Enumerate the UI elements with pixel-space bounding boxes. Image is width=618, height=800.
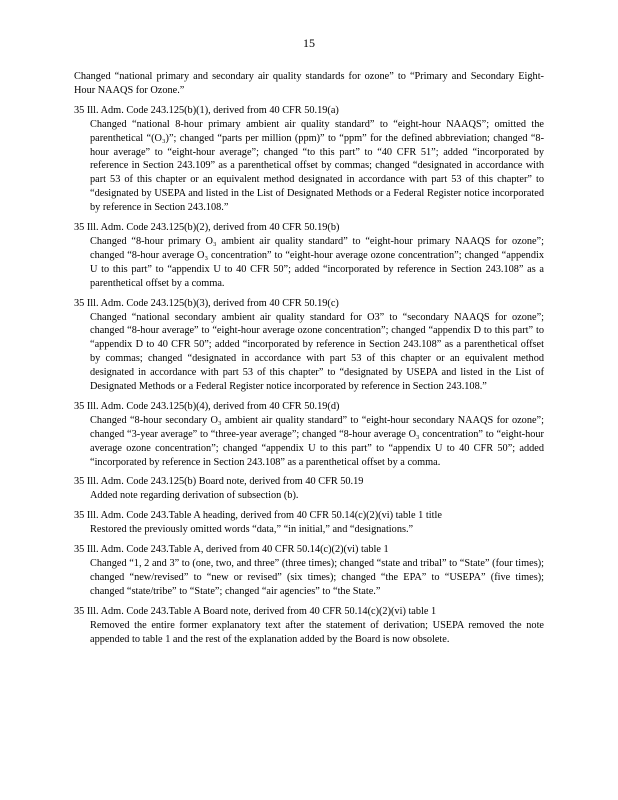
intro-paragraph: Changed “national primary and secondary air quality standards for ozone” to “Primary and Secondary Eight-Hour NAAQS for Ozone.” <box>74 71 544 96</box>
entry-text: Changed “8-hour secondary O₃ ambient air quality standard” to “eight-hour secondary NAAQS for ozone”; changed “3-year average” to “three-year average”; changed “8-hour average O₃ concentration” to “eight-hour average ozone concentration”; changed “appendix U to this part” to “appendix U to 40 CFR 50”; added “incorporated by reference in Section 243.108” as a parenthetical offset by a comma. <box>90 414 544 468</box>
derivation-entry-7 <box>74 543 544 599</box>
entry-heading: 35 Ill. Adm. Code 243.125(b)(2), derived from 40 CFR 50.19(b) <box>74 222 340 234</box>
derivation-entry-3 <box>74 297 544 394</box>
derivation-entry-6 <box>74 509 544 537</box>
entry-text: Changed “8-hour primary O₃ ambient air quality standard” to “eight-hour primary NAAQS for ozone”; changed “8-hour average O₃ concentration” to “eight-hour average ozone concentration”; changed “appendix U to this part” to “appendix U to 40 CFR 50”; added “incorporated by reference in Section 243.108” as a parenthetical offset by a comma. <box>90 235 544 289</box>
entry-heading: 35 Ill. Adm. Code 243.125(b)(1), derived from 40 CFR 50.19(a) <box>74 104 339 116</box>
entry-text: Changed “1, 2 and 3” to (one, two, and three” (three times); changed “state and tribal” to “State” (four times); changed “new/revised” to “new or revised” (six times); changed “the EPA” to “USEPA” (five times); changed “state/tribe” to “State”; changed “air agencies” to “the State.” <box>90 558 544 597</box>
entry-heading: 35 Ill. Adm. Code 243.125(b) Board note, derived from 40 CFR 50.19 <box>74 476 364 488</box>
derivation-entry-4 <box>74 400 544 470</box>
entry-text: Added note regarding derivation of subsection (b). <box>90 490 299 502</box>
derivation-entry-5 <box>74 475 544 503</box>
document-body <box>74 70 544 646</box>
entry-text: Restored the previously omitted words “data,” “in initial,” and “designations.” <box>90 524 414 536</box>
entry-heading: 35 Ill. Adm. Code 243.125(b)(3), derived from 40 CFR 50.19(c) <box>74 297 339 309</box>
entry-heading: 35 Ill. Adm. Code 243.Table A heading, derived from 40 CFR 50.14(c)(2)(vi) table 1 title <box>74 510 442 522</box>
entry-heading: 35 Ill. Adm. Code 243.Table A Board note, derived from 40 CFR 50.14(c)(2)(vi) table 1 <box>74 605 437 617</box>
derivation-entry-1 <box>74 104 544 215</box>
page-number: 15 <box>303 36 315 50</box>
entry-heading: 35 Ill. Adm. Code 243.125(b)(4), derived from 40 CFR 50.19(d) <box>74 400 340 412</box>
entry-text: Removed the entire former explanatory text after the statement of derivation; USEPA removed the note appended to table 1 and the rest of the explanation added by the Board is now obsolete. <box>90 619 544 645</box>
entry-text: Changed “national secondary ambient air quality standard for O3” to “secondary NAAQS for ozone”; changed “8-hour average” to “eight-hour average ozone concentration”; changed “appendix D to this part” to “appendix D to 40 CFR 50”; added “incorporated by reference in Section 243.108” as a parenthetical offset by commas; changed “designated in accordance with part 53 of this chapter or an equivalent method designated in accordance with part 53 of this chapter” to “designated by USEPA and listed in the List of Designated Methods or a Federal Register notice incorporated by reference in Section 243.108.” <box>90 311 544 393</box>
entry-text: Changed “national 8-hour primary ambient air quality standard” to “eight-hour NAAQS”; omitted the parenthetical “(O₃)”; changed “parts per million (ppm)” to “ppm” for the defined abbreviation; changed “8-hour average” to “eight-hour average”; changed “to this part” to “40 CFR 51”; added “incorporated by reference in Section 243.109” as a parenthetical offset by commas; changed “designated in accordance with part 53 of this chapter or an equivalent method designated in accordance with part 53 of this chapter” to “designated by USEPA and listed in the List of Designated Methods or a Federal Register notice incorporated by reference in Section 243.108.” <box>90 118 544 214</box>
entry-heading: 35 Ill. Adm. Code 243.Table A, derived from 40 CFR 50.14(c)(2)(vi) table 1 <box>74 544 389 556</box>
derivation-entry-2 <box>74 221 544 291</box>
derivation-entry-8 <box>74 605 544 647</box>
